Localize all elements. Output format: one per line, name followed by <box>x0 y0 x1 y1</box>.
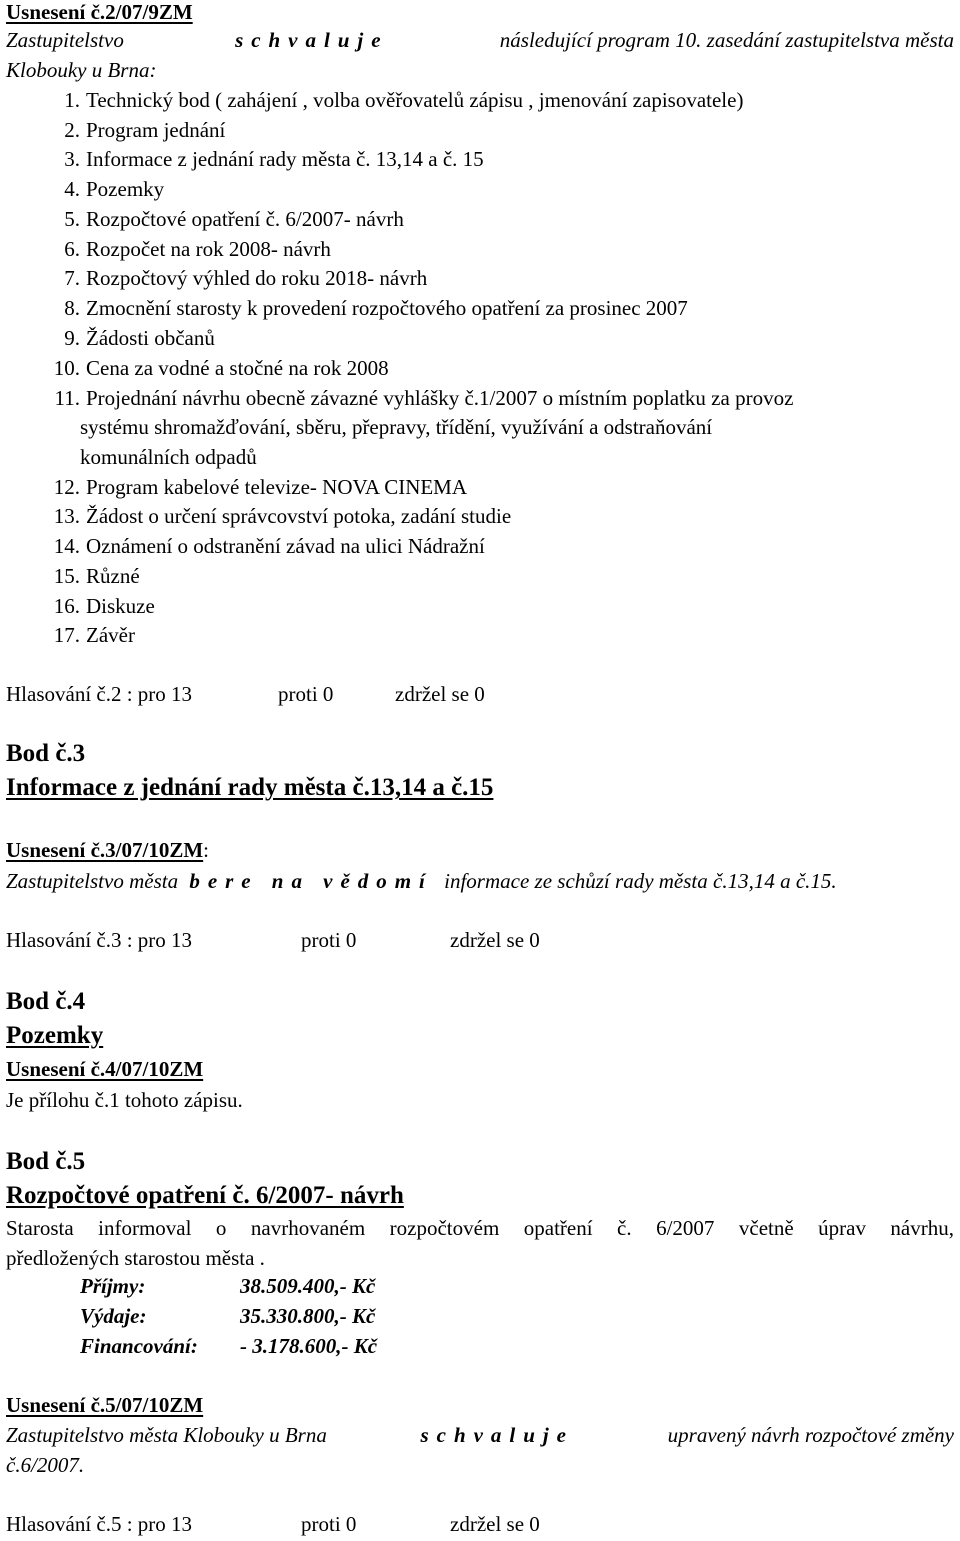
bod4-heading: Bod č.4 <box>6 988 86 1015</box>
finance-value: 38.509.400,- Kč <box>240 1274 376 1298</box>
bod4-title: Pozemky <box>6 1022 104 1049</box>
bod3-heading: Bod č.3 <box>6 740 86 767</box>
vote-against: proti 0 <box>278 682 334 706</box>
finance-row-expense <box>80 1304 375 1328</box>
program-item-cont: komunálních odpadů <box>80 445 257 469</box>
finance-label: Výdaje: <box>80 1304 147 1328</box>
program-item: 6. Rozpočet na rok 2008- návrh <box>64 237 331 261</box>
program-item: 11. Projednání návrhu obecně závazné vyhlášky č.1/2007 o místním poplatku za provoz <box>54 386 794 410</box>
program-item: 13. Žádost o určení správcovství potoka, zadání studie <box>53 504 512 528</box>
bod5-subject: Zastupitelstvo města Klobouky u Brna <box>6 1423 327 1447</box>
program-item: 16. Diskuze <box>53 594 155 618</box>
finance-label: Příjmy: <box>80 1274 146 1298</box>
program-item: 17. Závěr <box>53 623 135 647</box>
res2-intro-town: Klobouky u Brna: <box>6 58 157 82</box>
finance-value: - 3.178.600,- Kč <box>240 1334 378 1358</box>
program-item: 5. Rozpočtové opatření č. 6/2007- návrh <box>64 207 404 231</box>
program-item: 7. Rozpočtový výhled do roku 2018- návrh <box>64 266 428 290</box>
bod5-res-title: Usnesení č.5/07/10ZM <box>6 1393 204 1417</box>
vote-abstain: zdržel se 0 <box>395 682 485 706</box>
program-item: 12. Program kabelové televize- NOVA CINEMA <box>53 475 468 499</box>
res2-title: Usnesení č.2/07/9ZM <box>6 0 193 24</box>
res2-intro <box>6 28 954 52</box>
program-item-cont: systému shromažďování, sběru, přepravy, třídění, využívání a odstraňování <box>80 415 713 439</box>
bod5-text-end: č.6/2007. <box>6 1453 85 1477</box>
res2-intro-rest: následující program 10. zasedání zastupitelstva města <box>499 28 954 52</box>
bod4-text: Je přílohu č.1 tohoto zápisu. <box>6 1088 243 1112</box>
finance-row-financing <box>80 1334 377 1358</box>
bod3-verb: bere na vědomí <box>189 869 433 893</box>
program-item: 14. Oznámení o odstranění závad na ulici Nádražní <box>53 534 485 558</box>
finance-row-income <box>80 1274 375 1298</box>
vote-label: Hlasování č.2 : pro 13 <box>6 682 193 706</box>
program-item: 2. Program jednání <box>64 118 226 142</box>
bod4-res-title: Usnesení č.4/07/10ZM <box>6 1057 204 1081</box>
bod3-rest: informace ze schůzí rady města č.13,14 a č.15. <box>444 869 837 893</box>
vote-abstain: zdržel se 0 <box>450 1512 540 1536</box>
bod3-subject: Zastupitelstvo města <box>6 869 179 893</box>
bod3-res-colon: : <box>203 838 210 862</box>
bod5-verb: schvaluje <box>420 1423 574 1447</box>
bod5-paragraph-line1: Starosta informoval o navrhovaném rozpočtovém opatření č. 6/2007 včetně úprav návrhu, <box>6 1216 954 1240</box>
program-item: 1. Technický bod ( zahájení , volba ověřovatelů zápisu , jmenování zapisovatele) <box>64 88 744 112</box>
program-item: 3. Informace z jednání rady města č. 13,14 a č. 15 <box>64 147 484 171</box>
vote-label: Hlasování č.3 : pro 13 <box>6 928 193 952</box>
bod3-title: Informace z jednání rady města č.13,14 a č.15 <box>6 774 494 801</box>
bod3-text <box>6 869 837 893</box>
bod3-resolution <box>6 838 209 862</box>
finance-value: 35.330.800,- Kč <box>240 1304 376 1328</box>
vote-against: proti 0 <box>301 1512 357 1536</box>
vote-label: Hlasování č.5 : pro 13 <box>6 1512 193 1536</box>
bod5-heading: Bod č.5 <box>6 1148 86 1175</box>
program-item: 15. Různé <box>53 564 140 588</box>
program-item: 9. Žádosti občanů <box>64 326 215 350</box>
res2-intro-subject: Zastupitelstvo <box>6 28 124 52</box>
vote-abstain: zdržel se 0 <box>450 928 540 952</box>
program-item: 8. Zmocnění starosty k provedení rozpočtového opatření za prosinec 2007 <box>64 296 688 320</box>
bod5-title: Rozpočtové opatření č. 6/2007- návrh <box>6 1182 404 1209</box>
program-item: 4. Pozemky <box>64 177 165 201</box>
bod3-res-title: Usnesení č.3/07/10ZM <box>6 838 204 862</box>
vote-against: proti 0 <box>301 928 357 952</box>
program-item: 10. Cena za vodné a stočné na rok 2008 <box>53 356 389 380</box>
bod5-rest: upravený návrh rozpočtové změny <box>667 1423 954 1447</box>
bod5-text <box>6 1423 954 1447</box>
bod5-paragraph-line2: předložených starostou města . <box>6 1246 265 1270</box>
finance-label: Financování: <box>80 1334 198 1358</box>
res2-intro-verb: schvaluje <box>235 28 389 52</box>
